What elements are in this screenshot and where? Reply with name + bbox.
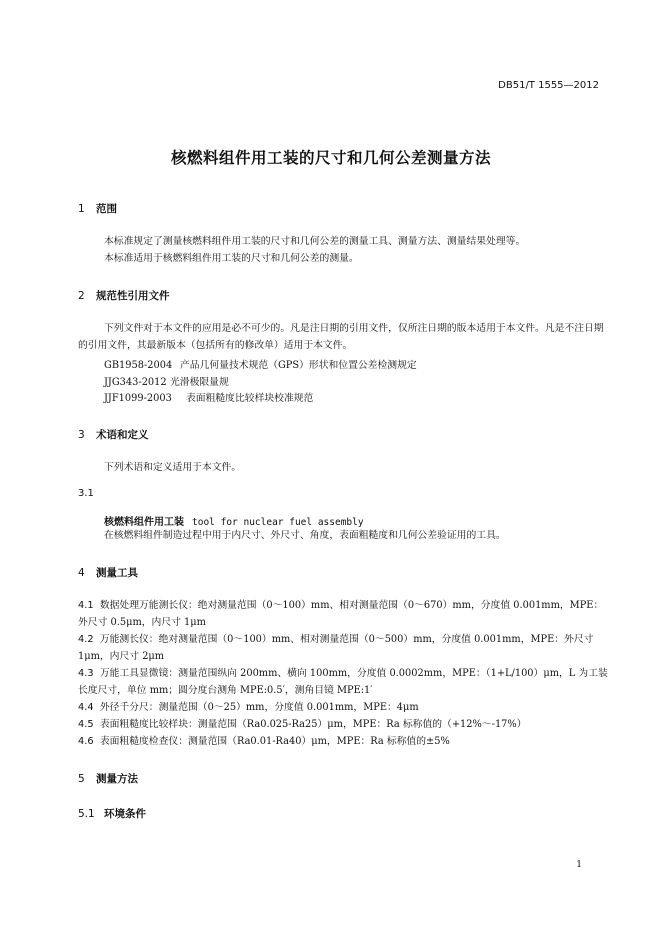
subsection-title: 环境条件 <box>104 808 146 820</box>
tool-item <box>78 597 610 631</box>
tool-item <box>78 733 610 750</box>
page-number: 1 <box>576 860 582 870</box>
item-text: 万能测长仪：绝对测量范围（0～100）mm、相对测量范围（0～500）mm，分度值 0.001mm，MPE：外尺寸 1μm，内尺寸 2μm <box>78 634 594 662</box>
document-number: DB51/T 1555—2012 <box>498 80 599 91</box>
section-number: 5 <box>78 773 85 785</box>
section-3-heading <box>78 427 149 442</box>
section-1-heading <box>78 201 117 216</box>
item-number: 4.5 <box>78 719 94 730</box>
term-chinese: 核燃料组件用工装 <box>104 517 184 528</box>
reference-code: JJG343-2012 <box>104 377 167 388</box>
section-5-heading <box>78 771 138 786</box>
item-text: 万能工具显微镜：测量范围纵向 200mm、横向 100mm，分度值 0.0002mm，MPE：（1+L/100）μm，L 为工装长度尺寸，单位 mm；圆分度台测角 MPE:0.5′，测角目镜 MPE:1′ <box>78 668 608 696</box>
item-text: 表面粗糙度比较样块：测量范围（Ra0.025-Ra25）μm，MPE：Ra 标称值的（+12%～-17%） <box>99 719 527 730</box>
section-title: 术语和定义 <box>96 429 149 441</box>
subsection-3-1-number: 3.1 <box>78 488 94 499</box>
section-title: 测量方法 <box>96 773 138 785</box>
reference-code: GB1958-2004 <box>104 360 173 371</box>
item-number: 4.1 <box>78 600 94 611</box>
item-text: 数据处理万能测长仪：绝对测量范围（0～100）mm、相对测量范围（0～670）mm，分度值 0.001mm，MPE：外尺寸 0.5μm，内尺寸 1μm <box>78 600 604 628</box>
section-title: 规范性引用文件 <box>96 290 170 302</box>
document-title: 核燃料组件用工装的尺寸和几何公差测量方法 <box>170 149 491 167</box>
reference-item <box>104 374 229 388</box>
item-number: 4.6 <box>78 736 94 747</box>
section-3-paragraph: 下列术语和定义适用于本文件。 <box>104 462 242 473</box>
reference-name: 光滑极限量规 <box>170 377 229 388</box>
section-1-paragraph-1: 本标准规定了测量核燃料组件用工装的尺寸和几何公差的测量工具、测量方法、测量结果处理等。 <box>104 236 526 247</box>
section-number: 2 <box>78 290 85 302</box>
item-number: 4.4 <box>78 702 94 713</box>
tool-item <box>78 716 610 733</box>
item-text: 表面粗糙度检查仪：测量范围（Ra0.01-Ra40）μm，MPE：Ra 标称值的±5% <box>99 736 450 747</box>
section-title: 测量工具 <box>96 567 138 579</box>
item-number: 4.3 <box>78 668 94 679</box>
term-english: tool for nuclear fuel assembly <box>192 517 364 528</box>
tool-item <box>78 665 610 699</box>
item-text: 外径千分尺：测量范围（0～25）mm，分度值 0.001mm，MPE：4μm <box>99 702 419 713</box>
section-title: 范围 <box>96 203 117 215</box>
term-definition: 在核燃料组件制造过程中用于内尺寸、外尺寸、角度，表面粗糙度和几何公差验证用的工具。 <box>104 530 506 541</box>
section-1-paragraph-2: 本标准适用于核燃料组件用工装的尺寸和几何公差的测量。 <box>104 253 359 264</box>
tool-item <box>78 631 610 665</box>
section-4-heading <box>78 565 138 580</box>
reference-code: JJF1099-2003 <box>104 393 172 404</box>
reference-item <box>104 357 417 371</box>
section-number: 4 <box>78 567 85 579</box>
tool-item <box>78 699 610 716</box>
reference-item <box>104 390 313 404</box>
subsection-5-1-heading <box>78 806 146 821</box>
item-number: 4.2 <box>78 634 94 645</box>
reference-name: 表面粗糙度比较样块校准规范 <box>186 393 314 404</box>
reference-name: 产品几何量技术规范（GPS）形状和位置公差检测规定 <box>180 360 417 371</box>
section-2-paragraph: 下列文件对于本文件的应用是必不可少的。凡是注日期的引用文件，仅所注日期的版本适用于本文件。凡是不注日期的引用文件，其最新版本（包括所有的修改单）适用于本文件。 <box>78 323 604 351</box>
term-entry <box>104 513 364 528</box>
section-2-heading <box>78 288 170 303</box>
section-number: 3 <box>78 429 85 441</box>
subsection-number: 5.1 <box>78 808 95 820</box>
section-number: 1 <box>78 203 85 215</box>
